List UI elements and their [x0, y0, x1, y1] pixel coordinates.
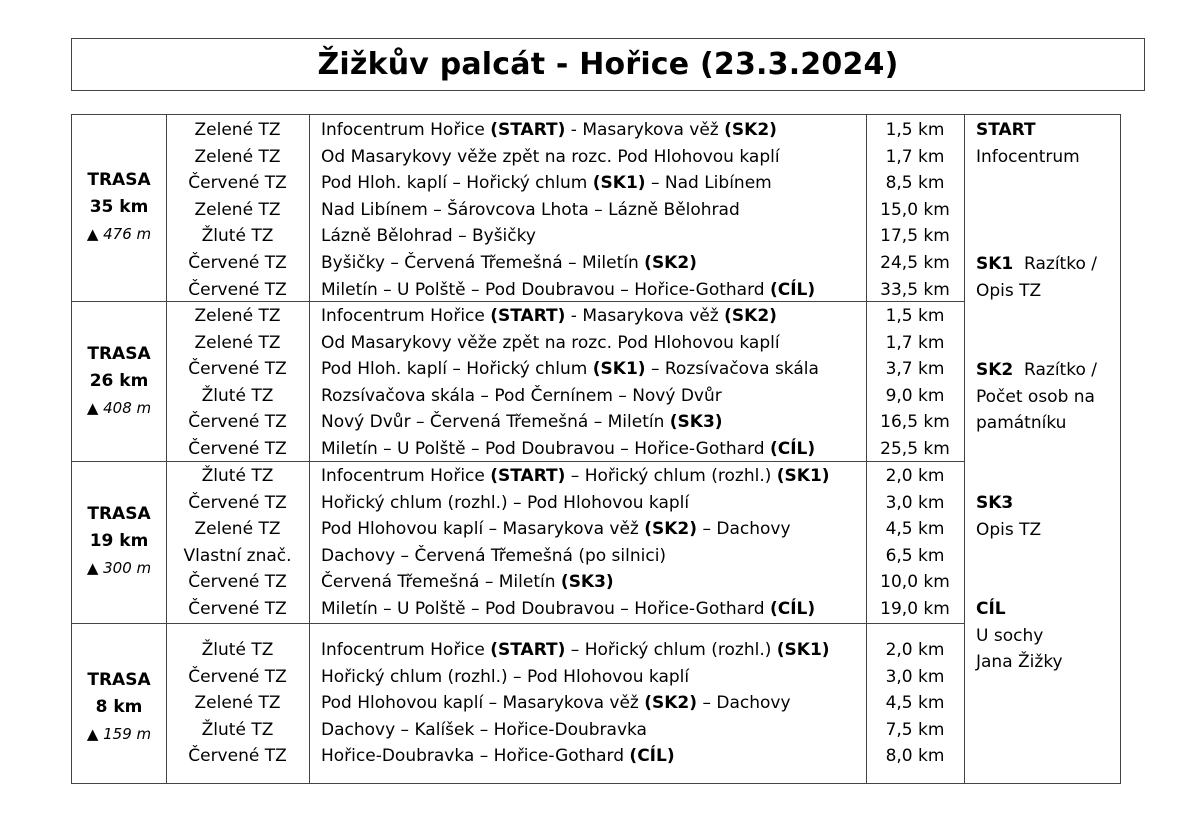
segment-description: Nový Dvůr – Červená Třemešná – Miletín (SK3)	[321, 412, 723, 433]
route-segment-row	[72, 197, 964, 224]
route-segment-row	[72, 330, 964, 357]
route-segment-row	[72, 637, 964, 664]
route-segment-row	[72, 250, 964, 277]
route-segment-row	[72, 543, 964, 570]
checkpoint-tag: (SK2)	[724, 120, 777, 140]
route-name: TRASA	[87, 504, 151, 524]
trail-marking: Červené TZ	[188, 572, 287, 593]
route-segment-row	[72, 516, 964, 543]
segment-description: Byšičky – Červená Třemešná – Miletín (SK2)	[321, 253, 697, 273]
route-segment-row	[72, 717, 964, 744]
trail-marking: Žluté TZ	[201, 719, 274, 740]
trail-marking: Žluté TZ	[201, 226, 274, 247]
route-elevation: ▲ 408 m	[86, 399, 152, 417]
route-name: TRASA	[87, 670, 151, 690]
legend-sk1: SK1 Razítko / Opis TZ	[976, 254, 1097, 301]
route-segment-row	[72, 117, 964, 144]
title-box	[71, 38, 1145, 91]
trail-marking: Červené TZ	[188, 492, 287, 513]
segment-description: Miletín – U Polště – Pod Doubravou – Hořice-Gothard (CÍL)	[321, 599, 816, 619]
segment-description: Infocentrum Hořice (START) - Masarykova věž (SK2)	[321, 306, 777, 326]
trail-marking: Zelené TZ	[194, 120, 281, 140]
segment-description: Od Masarykovy věže zpět na rozc. Pod Hlohovou kaplí	[321, 332, 780, 353]
checkpoint-tag: (CÍL)	[769, 599, 816, 619]
cumulative-distance: 16,5 km	[880, 412, 950, 433]
route-segment-row	[72, 463, 964, 490]
cumulative-distance: 3,0 km	[885, 666, 945, 687]
checkpoint-tag: (SK1)	[776, 466, 830, 486]
legend-start	[976, 117, 1080, 170]
checkpoint-tag: (START)	[490, 640, 566, 660]
trail-marking: Červené TZ	[188, 746, 287, 767]
page-title: Žižkův palcát - Hořice (23.3.2024)	[317, 47, 899, 82]
legend-text: Opis TZ	[976, 280, 1042, 301]
legend-sk3	[976, 490, 1041, 543]
trail-marking: Žluté TZ	[201, 385, 274, 406]
legend-key: CÍL	[976, 599, 1006, 619]
cumulative-distance: 33,5 km	[880, 279, 950, 300]
cumulative-distance: 17,5 km	[880, 226, 950, 247]
route-segment-row	[72, 409, 964, 436]
route-segment-row	[72, 303, 964, 330]
checkpoint-tag: (SK1)	[592, 173, 646, 194]
route-length: 8 km	[95, 697, 143, 717]
cumulative-distance: 1,7 km	[885, 332, 945, 353]
legend-text: Jana Žižky	[976, 652, 1063, 673]
checkpoint-tag: (START)	[490, 466, 566, 486]
cumulative-distance: 4,5 km	[885, 693, 945, 714]
cumulative-distance: 1,5 km	[885, 306, 945, 326]
checkpoint-tag: (SK2)	[644, 253, 697, 273]
checkpoint-tag: (SK3)	[669, 412, 723, 433]
legend-sk2: SK2 Razítko / Počet osob na památníku	[976, 360, 1097, 434]
route-segment-row	[72, 223, 964, 250]
legend-text: Opis TZ	[976, 519, 1042, 540]
segment-description: Infocentrum Hořice (START) - Masarykova věž (SK2)	[321, 120, 777, 140]
cumulative-distance: 8,5 km	[885, 173, 945, 194]
route-segment-row	[72, 170, 964, 197]
segment-description: Pod Hlohovou kaplí – Masarykova věž (SK2) – Dachovy	[321, 693, 791, 714]
cumulative-distance: 3,0 km	[885, 492, 945, 513]
trail-marking: Žluté TZ	[201, 640, 274, 660]
route-segment-row	[72, 596, 964, 623]
legend-cil	[976, 596, 1063, 676]
route-length: 35 km	[89, 197, 149, 217]
checkpoint-tag: (SK3)	[560, 572, 614, 593]
segment-description: Miletín – U Polště – Pod Doubravou – Hořice-Gothard (CÍL)	[321, 439, 816, 459]
route-segment-row	[72, 277, 964, 304]
segment-description: Dachovy – Červená Třemešná (po silnici)	[321, 545, 667, 566]
trail-marking: Vlastní znač.	[183, 545, 292, 566]
checkpoint-tag: (START)	[490, 306, 566, 326]
cumulative-distance: 15,0 km	[880, 199, 950, 220]
route-segment-row	[72, 383, 964, 410]
segment-description: Od Masarykovy věže zpět na rozc. Pod Hlohovou kaplí	[321, 146, 780, 167]
checkpoint-tag: (SK1)	[776, 640, 830, 660]
legend-key: SK1	[976, 254, 1014, 274]
checkpoint-tag: (CÍL)	[629, 746, 675, 767]
route-divider	[72, 301, 964, 302]
route-segment-row	[72, 436, 964, 463]
trail-marking: Žluté TZ	[201, 466, 274, 486]
cumulative-distance: 9,0 km	[885, 385, 945, 406]
legend-text: Počet osob na	[976, 386, 1095, 407]
legend-key: SK3	[976, 493, 1014, 513]
cumulative-distance: 7,5 km	[885, 719, 945, 740]
legend-text: památníku	[976, 413, 1067, 434]
segment-description: Hořický chlum (rozhl.) – Pod Hlohovou kaplí	[321, 666, 690, 687]
column-divider	[964, 115, 965, 783]
trail-marking: Červené TZ	[188, 439, 287, 459]
cumulative-distance: 25,5 km	[880, 439, 950, 459]
route-length: 26 km	[89, 371, 149, 391]
trail-marking: Zelené TZ	[194, 693, 281, 714]
trail-marking: Červené TZ	[188, 253, 287, 273]
segment-description: Miletín – U Polště – Pod Doubravou – Hořice-Gothard (CÍL)	[321, 279, 816, 300]
trail-marking: Zelené TZ	[194, 146, 281, 167]
segment-description: Lázně Bělohrad – Byšičky	[321, 226, 536, 247]
trail-marking: Zelené TZ	[194, 199, 281, 220]
cumulative-distance: 8,0 km	[885, 746, 945, 767]
checkpoint-tag: (CÍL)	[769, 279, 816, 300]
route-segment-row	[72, 743, 964, 770]
route-table	[71, 114, 1121, 784]
route-divider	[72, 623, 964, 624]
trail-marking: Červené TZ	[188, 173, 287, 194]
cumulative-distance: 3,7 km	[885, 359, 945, 380]
route-length: 19 km	[89, 531, 149, 551]
checkpoint-tag: (CÍL)	[769, 439, 816, 459]
trail-marking: Zelené TZ	[194, 332, 281, 353]
trail-marking: Červené TZ	[188, 359, 287, 380]
segment-description: Nad Libínem – Šárovcova Lhota – Lázně Bělohrad	[321, 199, 740, 220]
route-segment-row	[72, 664, 964, 691]
route-segment-row	[72, 690, 964, 717]
trail-marking: Červené TZ	[188, 279, 287, 300]
cumulative-distance: 2,0 km	[885, 466, 945, 486]
segment-description: Infocentrum Hořice (START) – Hořický chlum (rozhl.) (SK1)	[321, 466, 830, 486]
segment-description: Pod Hloh. kaplí – Hořický chlum (SK1) – Nad Libínem	[321, 173, 772, 194]
segment-description: Hořice-Doubravka – Hořice-Gothard (CÍL)	[321, 746, 675, 767]
checkpoint-tag: (SK2)	[644, 519, 698, 540]
cumulative-distance: 2,0 km	[885, 640, 945, 660]
trail-marking: Červené TZ	[188, 599, 287, 619]
segment-description: Dachovy – Kalíšek – Hořice-Doubravka	[321, 719, 647, 740]
route-segment-row	[72, 144, 964, 171]
segment-description: Pod Hlohovou kaplí – Masarykova věž (SK2) – Dachovy	[321, 519, 791, 540]
cumulative-distance: 1,5 km	[885, 120, 945, 140]
checkpoint-tag: (SK2)	[644, 693, 698, 714]
legend-key: START	[976, 120, 1036, 140]
segment-description: Infocentrum Hořice (START) – Hořický chlum (rozhl.) (SK1)	[321, 640, 830, 660]
cumulative-distance: 10,0 km	[880, 572, 950, 593]
route-segment-row	[72, 356, 964, 383]
cumulative-distance: 4,5 km	[885, 519, 945, 540]
route-elevation: ▲ 476 m	[86, 225, 152, 243]
cumulative-distance: 19,0 km	[880, 599, 950, 619]
route-name: TRASA	[87, 170, 151, 190]
cumulative-distance: 24,5 km	[880, 253, 950, 273]
route-segment-row	[72, 569, 964, 596]
trail-marking: Zelené TZ	[194, 306, 281, 326]
segment-description: Červená Třemešná – Miletín (SK3)	[321, 572, 614, 593]
checkpoint-tag: (START)	[490, 120, 566, 140]
legend-key: SK2	[976, 360, 1014, 380]
trail-marking: Červené TZ	[188, 412, 287, 433]
route-elevation: ▲ 159 m	[86, 725, 152, 743]
legend-text: U sochy	[976, 625, 1044, 646]
trail-marking: Zelené TZ	[194, 519, 281, 540]
trail-marking: Červené TZ	[188, 666, 287, 687]
checkpoint-tag: (SK1)	[592, 359, 646, 380]
segment-description: Hořický chlum (rozhl.) – Pod Hlohovou kaplí	[321, 492, 690, 513]
segment-description: Rozsívačova skála – Pod Černínem – Nový Dvůr	[321, 385, 722, 406]
cumulative-distance: 6,5 km	[885, 545, 945, 566]
route-segment-row	[72, 490, 964, 517]
segment-description: Pod Hloh. kaplí – Hořický chlum (SK1) – Rozsívačova skála	[321, 359, 819, 380]
cumulative-distance: 1,7 km	[885, 146, 945, 167]
route-divider	[72, 461, 964, 462]
route-name: TRASA	[87, 344, 151, 364]
checkpoint-tag: (SK2)	[724, 306, 777, 326]
legend-text: Infocentrum	[976, 146, 1080, 167]
route-elevation: ▲ 300 m	[86, 559, 152, 577]
